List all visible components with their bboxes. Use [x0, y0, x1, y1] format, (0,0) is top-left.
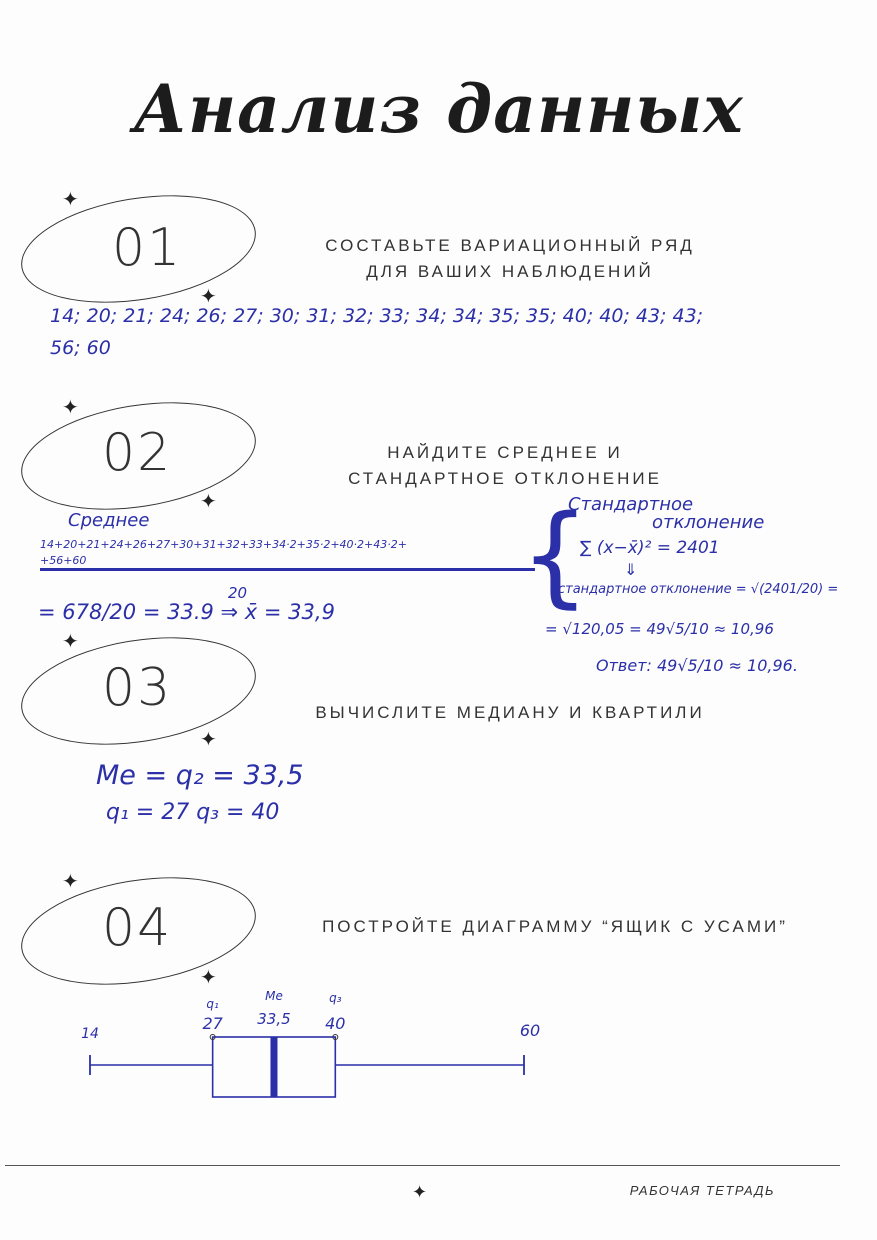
task-03-text — [285, 700, 735, 726]
task-text-line: НАЙДИТЕ СРЕДНЕЕ И — [387, 443, 623, 462]
mean-numerator: 14+20+21+24+26+27+30+31+32+33+34·2+35·2+40·2+43·2+ — [40, 538, 407, 551]
std-sum: ∑ (x−x̄)² = 2401 — [580, 538, 720, 558]
task-04-number: 04 — [102, 898, 173, 958]
star-icon: ✦ — [200, 729, 217, 751]
star-icon: ✦ — [412, 1182, 428, 1202]
label-median: 33,5 — [257, 1010, 291, 1028]
std-brace: { — [520, 491, 590, 619]
label-min: 14 — [81, 1026, 99, 1042]
std-arrow: ⇓ — [624, 560, 638, 579]
label-max: 60 — [519, 1021, 541, 1040]
star-icon: ✦ — [200, 286, 217, 308]
mean-denominator: 20 — [228, 584, 248, 602]
std-simplified: = √120,05 = 49√5/10 ≈ 10,96 — [545, 620, 774, 638]
quartiles-answer: q₁ = 27 q₃ = 40 — [106, 800, 280, 825]
variation-series-line-2: 56; 60 — [50, 337, 111, 359]
task-02-text — [300, 440, 710, 492]
star-icon: ✦ — [62, 189, 79, 211]
task-text-line: СТАНДАРТНОЕ ОТКЛОНЕНИЕ — [348, 469, 662, 488]
label-q3-name: q₃ — [329, 991, 342, 1005]
footer-divider — [5, 1165, 840, 1166]
task-02-number: 02 — [102, 423, 173, 483]
task-text-line: ВЫЧИСЛИТЕ МЕДИАНУ И КВАРТИЛИ — [315, 703, 705, 722]
std-label-2: отклонение — [652, 512, 765, 533]
star-icon: ✦ — [200, 491, 217, 513]
star-icon: ✦ — [62, 397, 79, 419]
label-q1-name: q₁ — [206, 997, 219, 1011]
task-04-text — [285, 914, 825, 940]
star-icon: ✦ — [200, 967, 217, 989]
mean-numerator-cont: +56+60 — [40, 554, 87, 567]
label-q3: 40 — [325, 1014, 346, 1033]
fraction-line — [40, 568, 535, 571]
task-text-line: ПОСТРОЙТЕ ДИАГРАММУ “ЯЩИК С УСАМИ” — [322, 917, 788, 936]
std-formula: стандартное отклонение = √(2401/20) = — [558, 582, 839, 597]
mean-label: Среднее — [68, 510, 150, 531]
star-icon: ✦ — [62, 631, 79, 653]
footer-text: РАБОЧАЯ ТЕТРАДЬ — [629, 1183, 775, 1198]
star-icon: ✦ — [62, 871, 79, 893]
task-03-number: 03 — [102, 658, 173, 718]
task-text-line: ДЛЯ ВАШИХ НАБЛЮДЕНИЙ — [366, 262, 654, 281]
task-text-line: СОСТАВЬТЕ ВАРИАЦИОННЫЙ РЯД — [325, 236, 695, 255]
variation-series-line-1: 14; 20; 21; 24; 26; 27; 30; 31; 32; 33; 34; 34; 35; 35; 40; 40; 43; 43; — [50, 305, 704, 327]
page-title: Анализ данных — [133, 70, 744, 148]
std-answer: Ответ: 49√5/10 ≈ 10,96. — [596, 656, 798, 675]
task-01-text — [280, 233, 740, 285]
task-01-number: 01 — [112, 218, 183, 278]
median-answer: Me = q₂ = 33,5 — [96, 760, 304, 791]
label-median-name: Me — [265, 989, 283, 1003]
label-q1: 27 — [202, 1014, 223, 1033]
std-label-1: Стандартное — [568, 494, 694, 515]
box-plot — [0, 980, 877, 1110]
mean-result: = 678/20 = 33.9 ⇒ x̄ = 33,9 — [38, 600, 335, 624]
